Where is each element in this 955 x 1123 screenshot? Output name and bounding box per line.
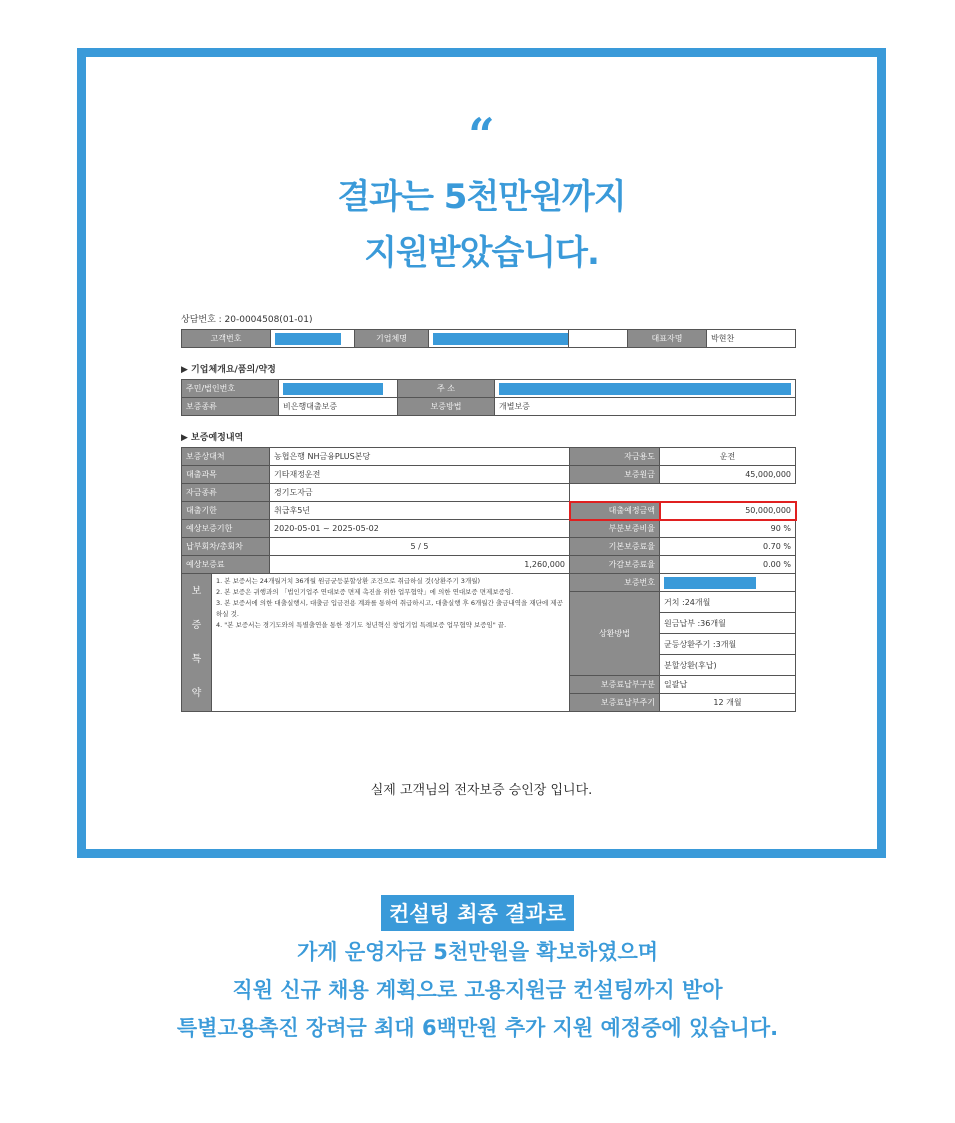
repay-item: 거치 :24개월 bbox=[660, 592, 796, 613]
result-line-3: 특별고용촉진 장려금 최대 6백만원 추가 지원 예정중에 있습니다. bbox=[176, 1016, 779, 1040]
result-line-2: 직원 신규 채용 계획으로 고용지원금 컨설팅까지 받아 bbox=[232, 978, 723, 1002]
right-value: 0.70 % bbox=[660, 538, 796, 556]
right-value: 운전 bbox=[660, 448, 796, 466]
right-value: 0.00 % bbox=[660, 556, 796, 574]
result-tag: 컨설팅 최종 결과로 bbox=[381, 895, 574, 931]
ceo-value: 박현찬 bbox=[707, 330, 796, 348]
left-value: 5 / 5 bbox=[270, 538, 570, 556]
left-value: 기타재정운전 bbox=[270, 466, 570, 484]
customer-no-label: 고객번호 bbox=[182, 330, 271, 348]
right-value: 45,000,000 bbox=[660, 466, 796, 484]
content-frame bbox=[77, 48, 886, 858]
address-label: 주 소 bbox=[398, 380, 495, 398]
left-label: 납부회차/총회차 bbox=[182, 538, 270, 556]
right-label: 자금용도 bbox=[570, 448, 660, 466]
right-value: 90 % bbox=[660, 520, 796, 538]
method-label: 보증방법 bbox=[398, 398, 495, 416]
guarantee-no-redacted bbox=[660, 574, 796, 592]
left-label: 예상보증료 bbox=[182, 556, 270, 574]
company-label: 기업체명 bbox=[355, 330, 429, 348]
guarantee-document bbox=[181, 312, 796, 712]
repay-item: 균등상환주기 :3개월 bbox=[660, 634, 796, 655]
method-value: 개별보증 bbox=[495, 398, 796, 416]
id-redacted bbox=[279, 380, 398, 398]
right-label: 기본보증료율 bbox=[570, 538, 660, 556]
section2-title: ▶ 보증예정내역 bbox=[181, 433, 244, 443]
type-label: 보증종류 bbox=[182, 398, 279, 416]
id-label: 주민/법인번호 bbox=[182, 380, 279, 398]
left-value: 취급후5년 bbox=[270, 502, 570, 520]
section1-table bbox=[181, 379, 796, 416]
left-label: 대출기한 bbox=[182, 502, 270, 520]
ceo-label: 대표자명 bbox=[628, 330, 707, 348]
section1-title: ▶ 기업체개요/품의/약정 bbox=[181, 365, 276, 375]
right-label: 보증원금 bbox=[570, 466, 660, 484]
repay-item: 원금납부 :36개월 bbox=[660, 613, 796, 634]
repay-label: 상환방법 bbox=[570, 592, 660, 676]
consult-number: 상담번호 : 20-0004508(01-01) bbox=[181, 315, 313, 325]
left-value: 2020-05-01 ~ 2025-05-02 bbox=[270, 520, 570, 538]
special-terms-text: 1. 본 보증서는 24개월거치 36개월 원금균등분할상환 조건으로 취급하실 것(상환주기 3개월) 2. 본 보증은 귀행과의 「법인기업주 연대보증 면제 촉진을 위한 업무협약」에 의한 연대보증 면제보증임. 3. 본 보증서에 의한 대출실행시, 대출금 입금전용 계좌를 통하여 취급하시고, 대출실행 후 6개월간 출금내역을 재단에 제공하실 것. 4. "본 보증서는 경기도와의 특별출연을 통한 경기도 청년혁신 창업기업 특례보증 업무협약 보증임" 끝. bbox=[212, 574, 570, 712]
left-value: 농협은행 NH금융PLUS본당 bbox=[270, 448, 570, 466]
loan-amount-label: 대출예정금액 bbox=[570, 502, 660, 520]
left-value: 1,260,000 bbox=[270, 556, 570, 574]
right-label: 가감보증료율 bbox=[570, 556, 660, 574]
left-label: 예상보증기한 bbox=[182, 520, 270, 538]
result-line-1: 가게 운영자금 5천만원을 확보하였으며 bbox=[296, 940, 659, 964]
type-value: 비은행대출보증 bbox=[279, 398, 398, 416]
headline-line-2: 지원받았습니다. bbox=[364, 233, 599, 273]
fee-cycle-label: 보증료납부주기 bbox=[570, 694, 660, 712]
right-label: 부분보증비율 bbox=[570, 520, 660, 538]
fee-type-label: 보증료납부구분 bbox=[570, 676, 660, 694]
special-terms-label: 보 증 특 약 bbox=[182, 574, 212, 712]
customer-no-redacted bbox=[271, 330, 355, 348]
document-caption: 실제 고객님의 전자보증 승인장 입니다. bbox=[370, 783, 593, 798]
left-value: 경기도자금 bbox=[270, 484, 570, 502]
left-label: 대출과목 bbox=[182, 466, 270, 484]
fee-cycle-value: 12 개월 bbox=[660, 694, 796, 712]
left-label: 자금종류 bbox=[182, 484, 270, 502]
address-redacted bbox=[495, 380, 796, 398]
result-summary bbox=[0, 895, 955, 1047]
fee-type-value: 일괄납 bbox=[660, 676, 796, 694]
loan-amount-value: 50,000,000 bbox=[660, 502, 796, 520]
guarantee-no-label: 보증번호 bbox=[570, 574, 660, 592]
repay-item: 분할상환(후납) bbox=[660, 655, 796, 676]
section2-table bbox=[181, 447, 796, 712]
quote-mark: “ bbox=[468, 108, 495, 162]
left-label: 보증상대처 bbox=[182, 448, 270, 466]
headline bbox=[86, 169, 877, 281]
company-redacted bbox=[429, 330, 569, 348]
header-table bbox=[181, 329, 796, 348]
headline-line-1: 결과는 5천만원까지 bbox=[337, 177, 626, 217]
result-lines bbox=[0, 933, 955, 1047]
